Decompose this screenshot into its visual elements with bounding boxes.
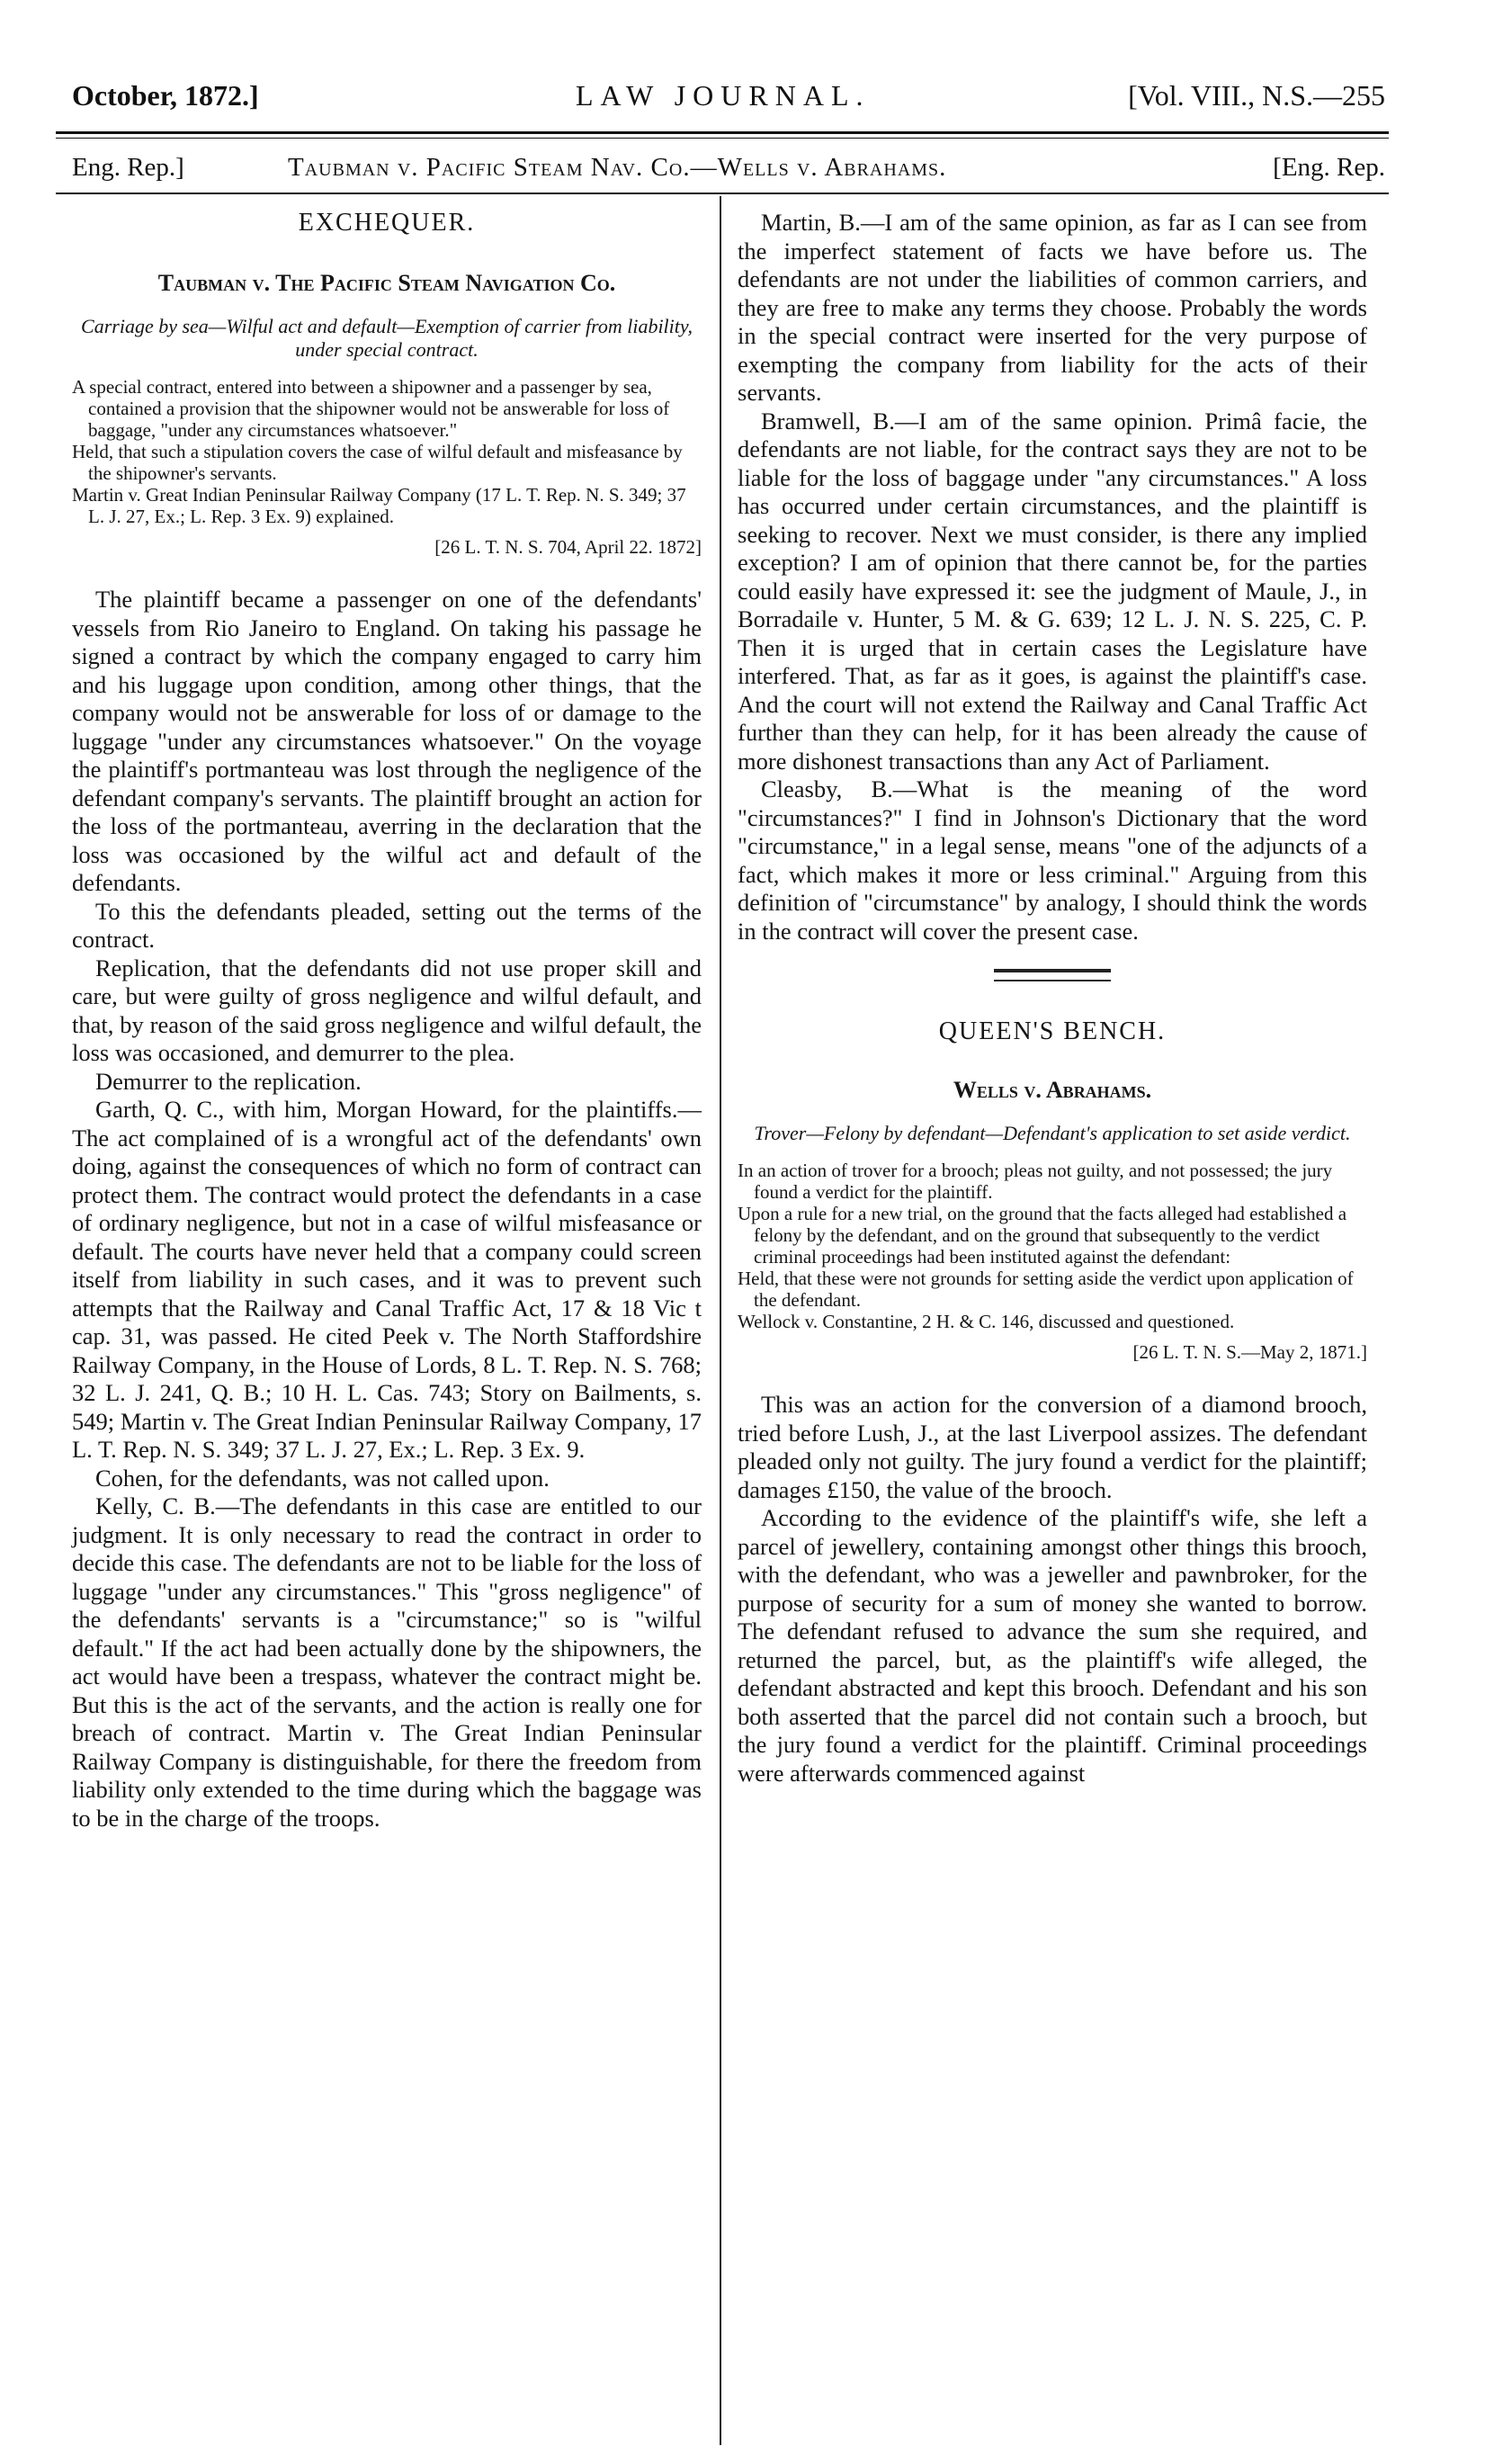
paragraph: Demurrer to the replication. <box>95 1067 362 1095</box>
note: Martin v. Great Indian Peninsular Railway Company (17 L. T. Rep. N. S. 349; 37 L. J. 27, Ex.; L. Rep. 3 Ex. 9) explained. <box>72 484 686 527</box>
subheader-rule <box>56 193 1389 194</box>
case-subheader <box>72 153 1385 189</box>
paragraph: According to the evidence of the plaintiff's wife, she left a parcel of jewellery, containing amongst other things this brooch, with the defendant, who was a jeweller and pawnbroker, for the purpose of security for a sum of money she wanted to borrow. The defendant refused to advance the sum she required, and returned the parcel, but, as the plaintiff's wife alleged, the defendant abstracted and kept this brooch. Defendant and his son both asserted that the parcel did not contain such a brooch, but the jury found a verdict for the plaintiff. Criminal proceedings were afterwards commenced against <box>738 1504 1367 1787</box>
column-divider <box>720 196 721 2445</box>
volume-page: [Vol. VIII., N.S.—255 <box>1128 79 1385 112</box>
report-tag-left: Eng. Rep.] <box>72 153 184 182</box>
header-rule-thin <box>56 138 1389 139</box>
note: Wellock v. Constantine, 2 H. & C. 146, discussed and questioned. <box>738 1311 1235 1332</box>
running-header <box>72 79 1385 119</box>
note: In an action of trover for a brooch; pleas not guilty, and not possessed; the jury found a verdict for the plaintiff. <box>738 1160 1333 1203</box>
paragraph: Replication, that the defendants did not use proper skill and care, but were guilty of gross negligence and wilful default, and that, by reason of the said gross negligence and wilful default, the loss was occasioned, and demurrer to the plea. <box>72 954 702 1066</box>
paragraph: The plaintiff became a passenger on one of the defendants' vessels from Rio Janeiro to England. On taking his passage he signed a contract by which the company engaged to carry him and his luggage upon condition, among other things, that the company would not be answerable for loss of or damage to the luggage "under any circumstances whatsoever." On the voyage the plaintiff's portmanteau was lost through the negligence of the defendant company's servants. The plaintiff brought an action for the loss of the portmanteau, averring in the declaration that the loss was occasioned by the wilful act and default of the defendants. <box>72 586 702 896</box>
cases-title: Taubman v. Pacific Steam Nav. Co.—Wells v. Abrahams. <box>288 153 947 182</box>
left-column <box>72 209 702 1832</box>
right-column <box>738 209 1367 1788</box>
section-separator <box>994 969 1111 981</box>
note: Held, that these were not grounds for setting aside the verdict upon application of the defendant. <box>738 1268 1354 1311</box>
case-text-wells <box>738 1391 1367 1788</box>
report-tag-right: [Eng. Rep. <box>1273 153 1385 182</box>
report-citation: [26 L. T. N. S.—May 2, 1871.] <box>1132 1341 1367 1363</box>
report-citation: [26 L. T. N. S. 704, April 22. 1872] <box>434 536 702 558</box>
paragraph: Bramwell, B.—I am of the same opinion. Primâ facie, the defendants are not liable, for the contract says they are not to be liable for the loss of baggage under "any circumstances." A loss has occurred under certain circumstances, and the plaintiff is seeking to recover. Next we must consider, is there any implied exception? I am of opinion that there cannot be, for the parties could easily have expressed it: see the judgment of Maule, J., in Borradaile v. Hunter, 5 M. & G. 639; 12 L. J. N. S. 225, C. P. Then it is urged that in certain cases the Legislature have interfered. That, as far as it goes, is against the plaintiff's case. And the court will not extend the Railway and Canal Traffic Act further than they can help, for it has been already the cause of more dishonest transactions than any Act of Parliament. <box>738 407 1367 775</box>
paragraph: Cohen, for the defendants, was not called upon. <box>95 1464 550 1492</box>
headnote-taubman: Carriage by sea—Wilful act and default—Exemption of carrier from liability, under special contract. <box>81 315 693 361</box>
issue-date: October, 1872.] <box>72 79 259 112</box>
court-heading-exchequer: EXCHEQUER. <box>298 209 476 237</box>
note: Upon a rule for a new trial, on the ground that the facts alleged had established a felony by the defendant, and on the ground that subsequently to the verdict criminal proceedings had been instituted against the defendant: <box>738 1203 1347 1268</box>
case-title-taubman: Taubman v. The Pacific Steam Navigation Co. <box>157 270 616 296</box>
paragraph: To this the defendants pleaded, setting out the terms of the contract. <box>72 897 702 953</box>
paragraph: Kelly, C. B.—The defendants in this case are entitled to our judgment. It is only necessary to read the contract in order to decide this case. The defendants are not to be liable for the loss of luggage "under any circumstances." This "gross negligence" of the defendants' servants is a "circumstance;" so is "wilful default." If the act had been actually done by the shipowners, the act would have been a trespass, whatever the contract might be. But this is the act of the servants, and the action is really one for breach of contract. Martin v. The Great Indian Peninsular Railway Company is distinguishable, for there the freedom from liability only extended to the time during which the baggage was to be in the charge of the troops. <box>72 1492 702 1832</box>
paragraph: Martin, B.—I am of the same opinion, as far as I can see from the imperfect statement of facts we have before us. The defendants are not under the liabilities of common carriers, and they are free to make any terms they choose. Probably the words in the special contract were inserted for the very purpose of exempting the company from liability for the acts of their servants. <box>738 209 1367 406</box>
note: A special contract, entered into between a shipowner and a passenger by sea, contained a provision that the shipowner would not be answerable for loss of baggage, "under any circumstances whatsoever." <box>72 376 670 441</box>
journal-title: LAW JOURNAL. <box>576 79 871 112</box>
court-heading-queens-bench: QUEEN'S BENCH. <box>938 1017 1167 1045</box>
note: Held, that such a stipulation covers the case of wilful default and misfeasance by the shipowner's servants. <box>72 441 683 484</box>
paragraph: Cleasby, B.—What is the meaning of the word "circumstances?" I find in Johnson's Dictionary that the word "circumstance," in a legal sense, means "one of the adjuncts of a fact, which makes it more or less criminal." Arguing from this definition of "circumstance" by analogy, I should think the words in the contract will cover the present case. <box>738 775 1367 945</box>
case-title-wells: Wells v. Abrahams. <box>953 1077 1152 1103</box>
paragraph: Garth, Q. C., with him, Morgan Howard, for the plaintiffs.—The act complained of is a wrongful act of the defendants' own doing, against the consequences of which no form of contract can protect them. The contract would protect the defendants in a case of ordinary negligence, but not in a case of wilful misfeasance or default. The courts have never held that a company could screen itself from liability in such cases, and it was to prevent such attempts that the Railway and Canal Traffic Act, 17 & 18 Vic t cap. 31, was passed. He cited Peek v. The North Staffordshire Railway Company, in the House of Lords, 8 L. T. Rep. N. S. 768; 32 L. J. 241, Q. B.; 10 H. L. Cas. 743; Story on Bailments, s. 549; Martin v. The Great Indian Peninsular Railway Company, 17 L. T. Rep. N. S. 349; 37 L. J. 27, Ex.; L. Rep. 3 Ex. 9. <box>72 1096 702 1463</box>
judgment-text-continued <box>738 209 1367 945</box>
header-rule-top <box>56 131 1389 134</box>
headnote-wells: Trover—Felony by defendant—Defendant's application to set aside verdict. <box>754 1122 1351 1144</box>
judgment-text <box>72 586 702 1832</box>
paragraph: This was an action for the conversion of a diamond brooch, tried before Lush, J., at the last Liverpool assizes. The defendant pleaded only not guilty. The jury found a verdict for the plaintiff; damages £150, the value of the brooch. <box>738 1391 1367 1503</box>
